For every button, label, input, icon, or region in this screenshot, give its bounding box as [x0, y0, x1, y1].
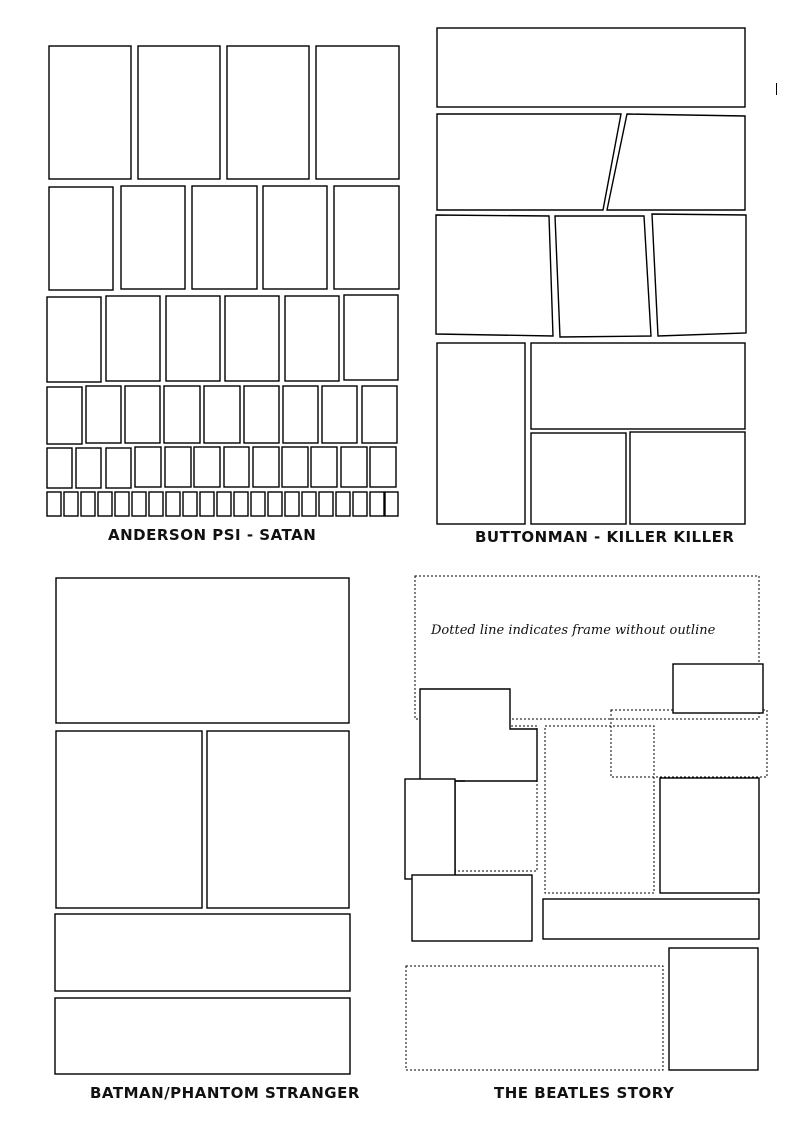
panel — [405, 779, 455, 879]
panel — [149, 492, 163, 516]
panel — [437, 28, 745, 107]
panel — [316, 46, 399, 179]
panel — [47, 387, 82, 444]
dotted-frame — [406, 966, 663, 1070]
panel — [217, 492, 231, 516]
panel — [224, 447, 249, 487]
layout-buttonman-killer-killer — [436, 28, 746, 524]
panel — [531, 433, 626, 524]
panel — [607, 114, 745, 210]
panel — [385, 492, 398, 516]
panel — [285, 492, 299, 516]
panel — [138, 46, 220, 179]
panel — [370, 447, 396, 487]
panel — [253, 447, 279, 487]
panel — [166, 296, 220, 381]
panel — [268, 492, 282, 516]
panel — [370, 492, 384, 516]
panel — [194, 447, 220, 487]
panel — [334, 186, 399, 289]
dotted-line-note: Dotted line indicates frame without outline — [431, 623, 716, 638]
panel — [56, 731, 202, 908]
layout-batman-phantom-stranger — [55, 578, 350, 1074]
panel — [251, 492, 265, 516]
panel — [121, 186, 185, 289]
panel — [336, 492, 350, 516]
panel — [311, 447, 337, 487]
panel — [115, 492, 129, 516]
panel — [652, 214, 746, 336]
panel — [341, 447, 367, 487]
panel — [283, 386, 318, 443]
panel — [47, 492, 61, 516]
panel — [234, 492, 248, 516]
panel — [192, 186, 257, 289]
panel — [285, 296, 339, 381]
panel — [555, 216, 651, 337]
panel — [106, 296, 160, 381]
dotted-frame — [545, 726, 654, 893]
panel — [437, 343, 525, 524]
panel — [166, 492, 180, 516]
layout-beatles-story — [405, 576, 767, 1070]
panel — [302, 492, 316, 516]
layout-caption-anderson: ANDERSON PSI - SATAN — [108, 526, 317, 544]
panel — [125, 386, 160, 443]
panel — [322, 386, 357, 443]
panel — [630, 432, 745, 524]
panel — [263, 186, 327, 289]
panel — [207, 731, 349, 908]
panel — [47, 297, 101, 382]
panel — [183, 492, 197, 516]
panel — [98, 492, 112, 516]
panel — [47, 448, 72, 488]
panel — [49, 46, 131, 179]
panel — [55, 998, 350, 1074]
panel — [319, 492, 333, 516]
panel — [76, 448, 101, 488]
panel — [56, 578, 349, 723]
panel — [436, 215, 553, 336]
panel — [49, 187, 113, 290]
panel — [227, 46, 309, 179]
panel — [669, 948, 758, 1070]
panel — [86, 386, 121, 443]
dotted-frame — [611, 710, 767, 777]
panel — [353, 492, 367, 516]
panel — [132, 492, 146, 516]
layout-caption-buttonman: BUTTONMAN - KILLER KILLER — [475, 528, 735, 546]
panel — [55, 914, 350, 991]
panel — [673, 664, 763, 713]
layout-caption-batman: BATMAN/PHANTOM STRANGER — [90, 1084, 360, 1102]
panel — [81, 492, 95, 516]
panel — [164, 386, 200, 443]
panel — [344, 295, 398, 380]
margin-mark — [776, 83, 777, 95]
panel — [660, 778, 759, 893]
panel — [543, 899, 759, 939]
panel — [362, 386, 397, 443]
panel — [200, 492, 214, 516]
panel — [135, 447, 161, 487]
layout-caption-beatles: THE BEATLES STORY — [494, 1084, 675, 1102]
panel — [437, 114, 621, 210]
panel — [225, 296, 279, 381]
panel — [244, 386, 279, 443]
panel — [412, 875, 532, 941]
panel — [204, 386, 240, 443]
panel — [64, 492, 78, 516]
panel — [531, 343, 745, 429]
panel — [106, 448, 131, 488]
panel — [282, 447, 308, 487]
panel — [165, 447, 191, 487]
layout-anderson-psi-satan — [47, 46, 399, 516]
